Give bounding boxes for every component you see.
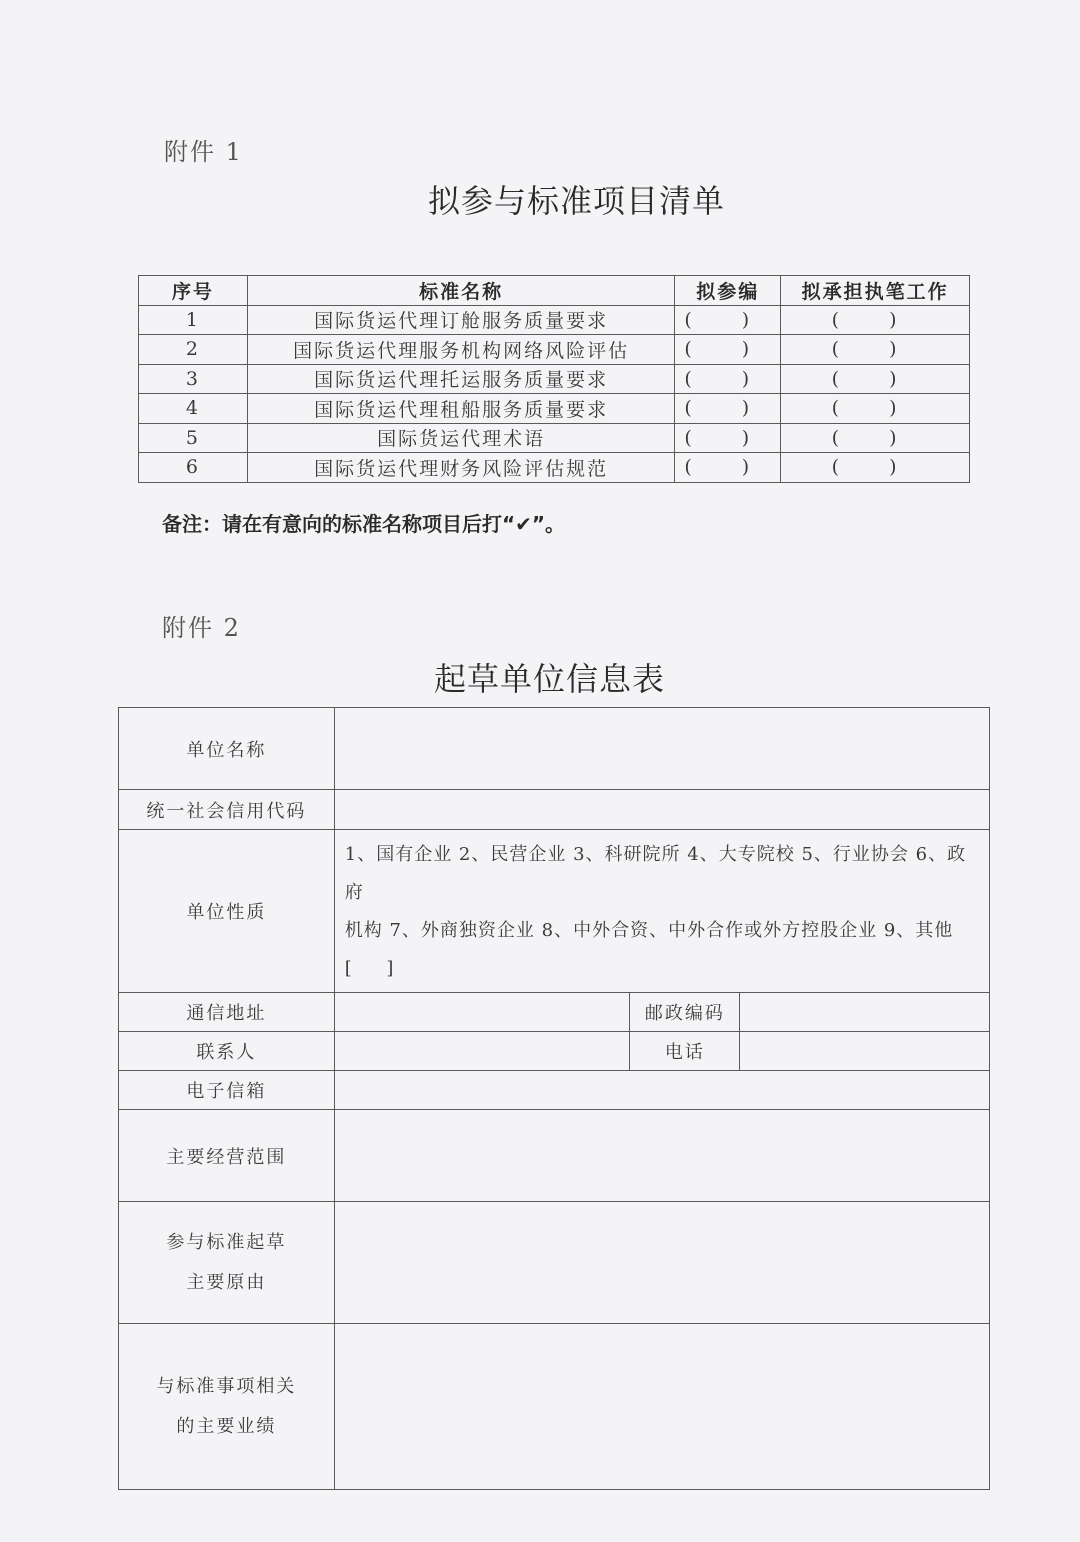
credit-code-label: 统一社会信用代码 [119,790,335,830]
table-row [139,394,970,424]
join-checkbox[interactable]: ( ) [675,423,781,453]
join-checkbox[interactable]: ( ) [675,335,781,365]
reason-field[interactable] [334,1202,989,1324]
table-row [139,335,970,365]
reason-label-line2: 主要原由 [186,1271,267,1293]
unit-name-label: 单位名称 [119,708,335,790]
standards-table [138,275,970,483]
address-label: 通信地址 [119,993,335,1032]
table-row [139,423,970,453]
annex1-label: 附件 1 [164,138,243,166]
header-write: 拟承担执笔工作 [781,276,970,306]
postcode-label: 邮政编码 [630,993,740,1032]
phone-field[interactable] [740,1032,990,1071]
row-no: 6 [139,453,248,483]
table-row [139,364,970,394]
annex1-title: 拟参与标准项目清单 [428,182,726,220]
table-header-row [139,276,970,306]
join-checkbox[interactable]: ( ) [675,364,781,394]
header-no: 序号 [139,276,248,306]
achievements-field[interactable] [334,1324,989,1490]
unit-nature-options[interactable] [334,830,989,993]
unit-nature-label: 单位性质 [119,830,335,993]
remark-note: 备注：请在有意向的标准名称项目后打“✔”。 [162,512,566,536]
write-checkbox[interactable]: ( ) [781,453,970,483]
business-scope-label: 主要经营范围 [119,1110,335,1202]
join-checkbox[interactable]: ( ) [675,453,781,483]
row-name: 国际货运代理租船服务质量要求 [247,394,674,424]
write-checkbox[interactable]: ( ) [781,305,970,335]
row-name: 国际货运代理订舱服务质量要求 [247,305,674,335]
row-name: 国际货运代理托运服务质量要求 [247,364,674,394]
table-row [139,305,970,335]
contact-field[interactable] [334,1032,630,1071]
nature-options-line1: 1、国有企业 2、民营企业 3、科研院所 4、大专院校 5、行业协会 6、政府 [344,844,967,903]
email-field[interactable] [334,1071,989,1110]
address-field[interactable] [334,993,630,1032]
row-name: 国际货运代理服务机构网络风险评估 [247,335,674,365]
header-name: 标准名称 [247,276,674,306]
row-no: 2 [139,335,248,365]
header-join: 拟参编 [675,276,781,306]
email-label: 电子信箱 [119,1071,335,1110]
postcode-field[interactable] [740,993,990,1032]
contact-label: 联系人 [119,1032,335,1071]
unit-name-field[interactable] [334,708,989,790]
nature-options-line2: 机构 7、外商独资企业 8、中外合资、中外合作或外方控股企业 9、其他 [344,920,954,941]
row-no: 5 [139,423,248,453]
join-checkbox[interactable]: ( ) [675,305,781,335]
annex2-title: 起草单位信息表 [434,660,666,698]
table-row [139,453,970,483]
annex2-label: 附件 2 [162,614,241,642]
write-checkbox[interactable]: ( ) [781,364,970,394]
reason-label-line1: 参与标准起草 [166,1231,287,1253]
achievements-label [119,1324,335,1490]
write-checkbox[interactable]: ( ) [781,335,970,365]
row-no: 3 [139,364,248,394]
reason-label [119,1202,335,1324]
achievements-label-line2: 的主要业绩 [176,1415,277,1437]
phone-label: 电话 [630,1032,740,1071]
join-checkbox[interactable]: ( ) [675,394,781,424]
nature-options-line3: [ ] [344,958,395,979]
row-name: 国际货运代理术语 [247,423,674,453]
unit-info-table [118,707,990,1490]
row-no: 4 [139,394,248,424]
row-no: 1 [139,305,248,335]
credit-code-field[interactable] [334,790,989,830]
achievements-label-line1: 与标准事项相关 [156,1375,297,1397]
write-checkbox[interactable]: ( ) [781,423,970,453]
row-name: 国际货运代理财务风险评估规范 [247,453,674,483]
write-checkbox[interactable]: ( ) [781,394,970,424]
business-scope-field[interactable] [334,1110,989,1202]
